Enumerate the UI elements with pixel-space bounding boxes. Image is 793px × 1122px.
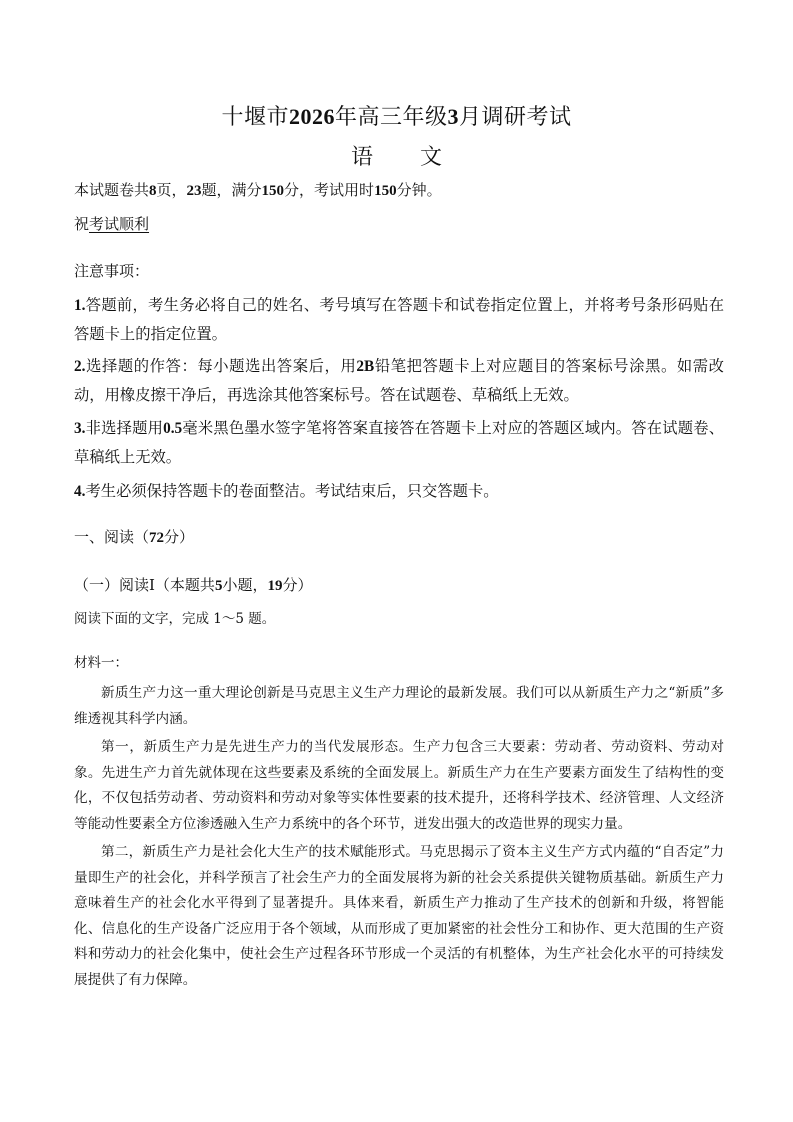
note-bold: 2B — [356, 358, 375, 375]
section-heading-text: 分） — [164, 528, 195, 546]
section-heading — [74, 528, 724, 547]
info-text: 分钟。 — [396, 181, 442, 199]
note-text: 铅笔把答题卡上对应题目的答案标号涂黑。如需改动，用橡皮擦干净后，再选涂其他答案标号。答在试题卷、草稿纸上无效。 — [74, 357, 724, 404]
reading-instruction: 阅读下面的文字，完成 1～5 题。 — [74, 611, 276, 627]
section-heading-text: 一、阅读（ — [74, 528, 150, 546]
exam-info-line — [74, 181, 724, 200]
title-month: 3 — [447, 104, 459, 129]
note-item-3 — [74, 414, 724, 472]
note-item-2 — [74, 352, 724, 410]
note-number: 1. — [74, 297, 86, 314]
subsection-score: 19 — [267, 578, 283, 594]
passage-paragraph-1: 新质生产力这一重大理论创新是马克思主义生产力理论的最新发展。我们可以从新质生产力之“新质”多维透视其科学内涵。 — [74, 685, 724, 727]
note-bold: 0.5 — [163, 420, 183, 437]
note-text: 毫米黑色墨水签字笔将答案直接答在答题卡上对应的答题区域内。答在试题卷、草稿纸上无效。 — [74, 419, 724, 466]
note-text: 考生必须保持答题卡的卷面整洁。考试结束后，只交答题卡。 — [85, 482, 499, 500]
section-score: 72 — [149, 530, 165, 546]
blessing-underlined: 考试顺利 — [89, 215, 150, 233]
info-score: 150 — [261, 183, 285, 199]
blessing-prefix: 祝 — [74, 215, 90, 233]
info-text: 页， — [156, 181, 187, 199]
note-item-1 — [74, 291, 724, 349]
subject-title: 语 文 — [351, 145, 442, 170]
note-number: 3. — [74, 420, 86, 437]
title-year: 2026 — [288, 104, 335, 129]
info-text: 本试题卷共 — [74, 181, 150, 199]
title-text: 年高三年级 — [334, 105, 448, 130]
notes-heading: 注意事项： — [74, 262, 150, 280]
subsection-text: 分） — [282, 576, 313, 594]
note-text: 答题前，考生务必将自己的姓名、考号填写在答题卡和试卷指定位置上，并将考号条形码贴在答题卡上的指定位置。 — [74, 296, 724, 343]
passage-paragraph-3: 第二，新质生产力是社会化大生产的技术赋能形式。马克思揭示了资本主义生产方式内蕴的“自否定”力量即生产的社会化，并科学预言了社会生产力的全面发展将为新的社会关系提供关键物质基础。新质生产力意味着生产的社会化水平得到了显著提升。具体来看，新质生产力推动了生产技术的创新和升级，将智能化、信息化的生产设备广泛应用于各个领域，从而形成了更加紧密的社会性分工和协作、更大范围的生产资料和劳动力的社会化集中，使社会生产过程各环节形成一个灵活的有机整体，为生产社会化水平的可持续发展提供了有力保障。 — [74, 844, 724, 988]
note-number: 2. — [74, 358, 86, 375]
info-text: 题，满分 — [201, 181, 262, 199]
material-label: 材料一： — [74, 655, 128, 671]
note-text: 选择题的作答：每小题选出答案后，用 — [85, 357, 357, 375]
note-number: 4. — [74, 483, 86, 500]
info-minutes: 150 — [374, 183, 397, 199]
info-pages: 8 — [149, 183, 157, 199]
subsection-count: 5 — [214, 578, 223, 594]
title-text: 十堰市 — [221, 105, 289, 130]
subsection-heading — [74, 576, 724, 595]
info-questions: 23 — [186, 183, 202, 199]
info-text: 分，考试用时 — [284, 181, 375, 199]
subsection-text: （一）阅读Ⅰ（本题共 — [74, 576, 215, 594]
subsection-text: 小题， — [222, 576, 268, 594]
note-text: 非选择题用 — [85, 419, 164, 437]
title-text: 月调研考试 — [459, 105, 572, 130]
blessing-line — [74, 215, 724, 233]
note-item-4 — [74, 477, 724, 506]
exam-title — [0, 100, 793, 131]
passage-paragraph-2: 第一，新质生产力是先进生产力的当代发展形态。生产力包含三大要素：劳动者、劳动资料、劳动对象。先进生产力首先就体现在这些要素及系统的全面发展上。新质生产力在生产要素方面发生了结构性的变化，不仅包括劳动者、劳动资料和劳动对象等实体性要素的技术提升，还将科学技术、经济管理、人文经济等能动性要素全方位渗透融入生产力系统中的各个环节，迸发出强大的改造世界的现实力量。 — [74, 739, 724, 832]
